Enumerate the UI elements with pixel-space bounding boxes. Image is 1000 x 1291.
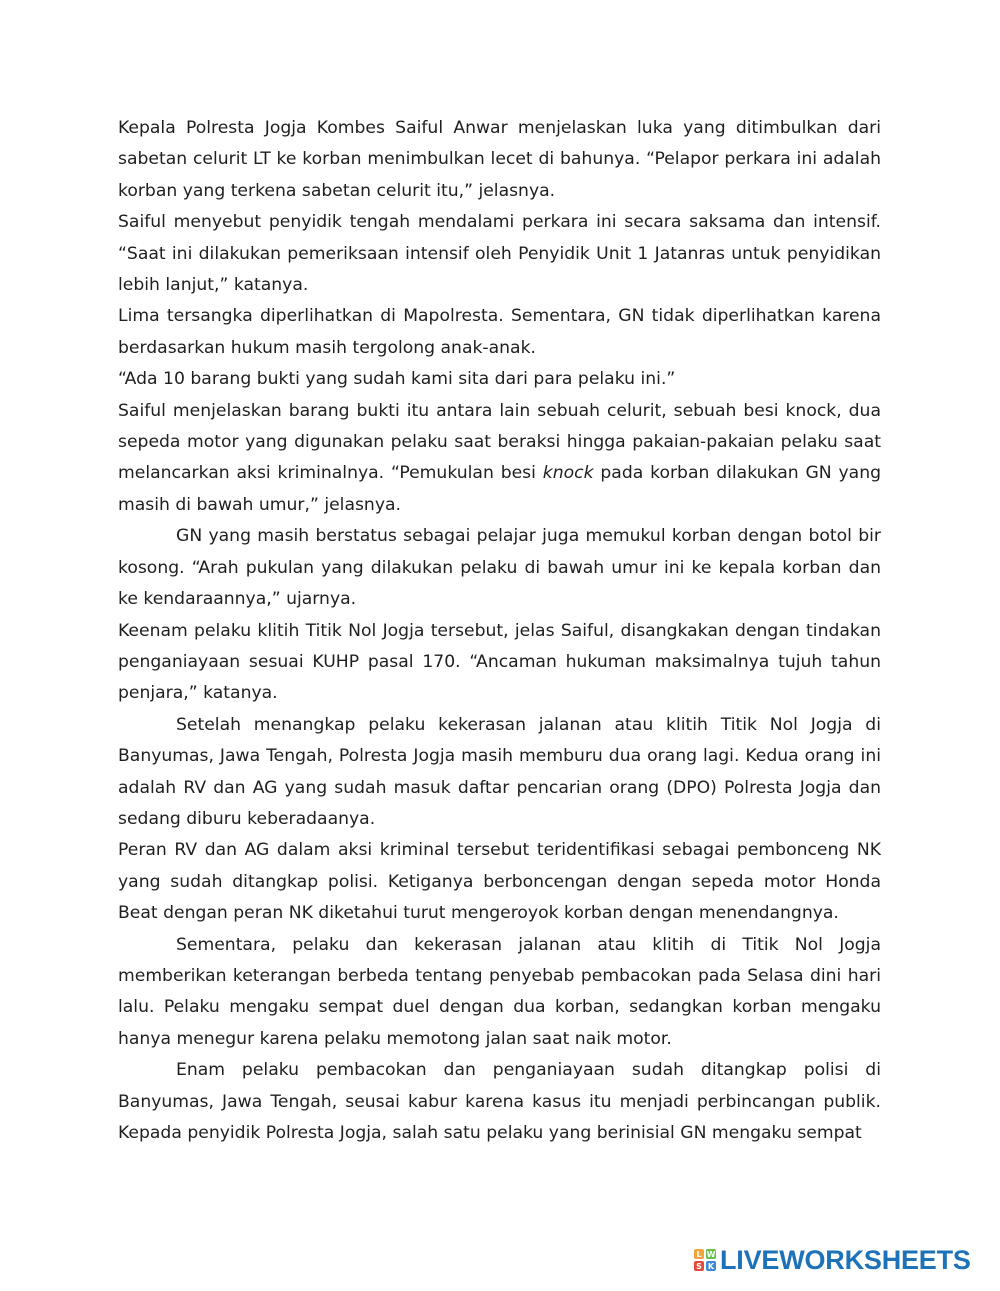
paragraph: Kepala Polresta Jogja Kombes Saiful Anwar menjelaskan luka yang ditimbulkan dari sabetan celurit LT ke korban menimbulkan lecet di bahunya. “Pelapor perkara ini adalah korban yang terkena sabetan celurit itu,” jelasnya. [118, 118, 881, 201]
paragraph: GN yang masih berstatus sebagai pelajar juga memukul korban dengan botol bir kosong. “Arah pukulan yang dilakukan pelaku di bawah umur ini ke kepala korban dan ke kendaraannya,” ujarnya. [118, 526, 881, 610]
logo-mark-tile: L [694, 1249, 704, 1259]
paragraph: “Ada 10 barang bukti yang sudah kami sita dari para pelaku ini.” [118, 369, 676, 390]
paragraph [118, 396, 881, 522]
paragraph: Lima tersangka diperlihatkan di Mapolresta. Sementara, GN tidak diperlihatkan karena berdasarkan hukum masih tergolong anak-anak. [118, 306, 881, 358]
emphasis-term: knock [542, 463, 594, 484]
paragraph-last: Enam pelaku pembacokan dan penganiayaan sudah ditangkap polisi di Banyumas, Jawa Tengah, seusai kabur karena kasus itu menjadi perbincangan publik. Kepada penyidik Polresta Jogja, salah satu pelaku yang berinisial GN mengaku sempat [118, 1060, 881, 1143]
paragraph: Saiful menyebut penyidik tengah mendalami perkara ini secara saksama dan intensif. “Saat ini dilakukan pemeriksaan intensif oleh Penyidik Unit 1 Jatanras untuk penyidikan lebih lanjut,” katanya. [118, 212, 881, 296]
paragraph-text: pada korban dilakukan GN yang masih di bawah umur,” jelasnya. [118, 463, 881, 515]
article-body [118, 113, 881, 1149]
logo-mark-tile: W [706, 1249, 716, 1259]
logo-mark-tile: K [707, 1261, 715, 1271]
liveworksheets-logo [694, 1244, 971, 1276]
paragraph: Sementara, pelaku dan kekerasan jalanan atau klitih di Titik Nol Jogja memberikan keterangan berbeda tentang penyebab pembacokan pada Selasa dini hari lalu. Pelaku mengaku sempat duel dengan dua korban, sedangkan korban mengaku hanya menegur karena pelaku memotong jalan saat naik motor. [118, 934, 881, 1049]
paragraph: Setelah menangkap pelaku kekerasan jalanan atau klitih Titik Nol Jogja di Banyumas, Jawa Tengah, Polresta Jogja masih memburu dua orang lagi. Kedua orang ini adalah RV dan AG yang sudah masuk daftar pencarian orang (DPO) Polresta Jogja dan sedang diburu keberadaanya. [118, 714, 881, 829]
logo-mark-icon [694, 1249, 716, 1271]
paragraph-text: Saiful menjelaskan barang bukti itu antara lain sebuah celurit, sebuah besi knock, dua sepeda motor yang digunakan pelaku saat beraksi hingga pakaian-pakaian pelaku saat melancarkan aksi kriminalnya. “Pemukulan besi [118, 400, 881, 484]
paragraph: Keenam pelaku klitih Titik Nol Jogja tersebut, jelas Saiful, disangkakan dengan tindakan penganiayaan sesuai KUHP pasal 170. “Ancaman hukuman maksimalnya tujuh tahun penjara,” katanya. [118, 620, 881, 704]
logo-mark-tile: S [694, 1261, 704, 1271]
paragraph: Peran RV dan AG dalam aksi kriminal tersebut teridentifikasi sebagai pembonceng NK yang sudah ditangkap polisi. Ketiganya berboncengan dengan sepeda motor Honda Beat dengan peran NK diketahui turut mengeroyok korban dengan menendangnya. [118, 840, 881, 924]
logo-text: LIVEWORKSHEETS [720, 1244, 971, 1275]
